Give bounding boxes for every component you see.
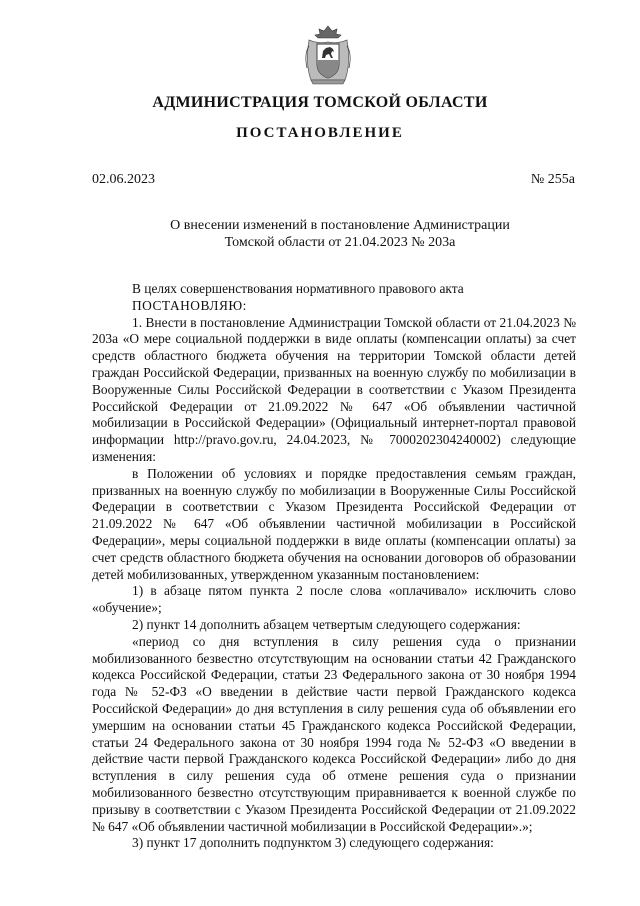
paragraph: 1) в абзаце пятом пункта 2 после слова «оплачивало» исключить слово «обучение»; — [92, 583, 576, 616]
document-body — [92, 281, 576, 852]
intro-paragraph: В целях совершенствования нормативного правового акта — [132, 281, 464, 296]
subject-line: Томской области от 21.04.2023 № 203а — [224, 235, 456, 250]
document-type: ПОСТАНОВЛЕНИЕ — [236, 125, 404, 141]
decree-word: ПОСТАНОВЛЯЮ: — [132, 297, 247, 313]
paragraph: 1. Внести в постановление Администрации Томской области от 21.04.2023 № 203а «О мере социальной поддержки в виде оплаты (компенсации оплаты) за счет средств областного бюджета обучения на территории Томской области детей граждан Российской Федерации, призванных на военную службу по мобилизации в Вооруженные Силы Российской Федерации в соответствии с Указом Президента Российской Федерации от 21.09.2022 № 647 «Об объявлении частичной мобилизации в Российской Федерации» (Официальный интернет-портал правовой информации http://pravo.gov.ru, 24.04.2023, № 7000202304240002) следующие изменения: — [92, 314, 576, 464]
subject-line: О внесении изменений в постановление Администрации — [170, 218, 510, 233]
document-subject — [120, 217, 560, 251]
paragraph: 3) пункт 17 дополнить подпунктом 3) следующего содержания: — [132, 835, 494, 851]
document-number: № 255а — [530, 172, 575, 187]
paragraph: в Положении об условиях и порядке предоставления семьям граждан, призванных на военную службу по мобилизации в Вооруженные Силы Российской Федерации в соответствии с Указом Президента Российской Федерации от 21.09.2022 № 647 «Об объявлении частичной мобилизации в Российской Федерации», меры социальной поддержки в виде оплаты (компенсации оплаты) за счет средств областного бюджета обучения на основании договоров об образовании детей мобилизованных, утвержденном указанным постановлением: — [92, 465, 576, 582]
document-date: 02.06.2023 — [92, 172, 155, 187]
tomsk-region-coat-of-arms-icon — [303, 24, 353, 86]
organization-title: АДМИНИСТРАЦИЯ ТОМСКОЙ ОБЛАСТИ — [152, 94, 488, 111]
paragraph: 2) пункт 14 дополнить абзацем четвертым следующего содержания: — [132, 616, 521, 632]
paragraph: «период со дня вступления в силу решения суда о признании мобилизованного безвестно отсутствующим на основании статьи 42 Гражданского кодекса Российской Федерации, статьи 23 Федерального закона от 30 ноября 1994 года № 52-ФЗ «О введении в действие части первой Гражданского кодекса Российской Федерации» до дня вступления в силу решения суда об объявлении его умершим на основании статьи 45 Гражданского кодекса Российской Федерации, статьи 24 Федерального закона от 30 ноября 1994 года № 52-ФЗ «О введении в действие части первой Гражданского кодекса Российской Федерации» либо до дня вступления в силу решения суда об отмене решения суда о признании мобилизованного безвестно отсутствующим приравнивается к военной службе по призыву в соответствии с Указом Президента Российской Федерации от 21.09.2022 № 647 «Об объявлении частичной мобилизации в Российской Федерации».»; — [92, 633, 576, 834]
